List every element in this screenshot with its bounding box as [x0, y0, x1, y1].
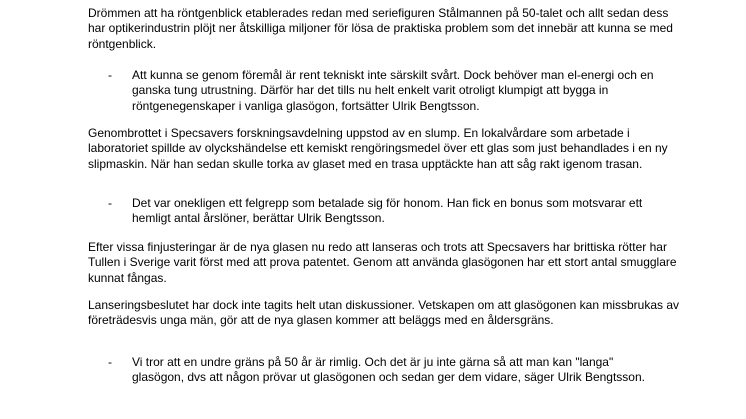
paragraph-breakthrough: Genombrottet i Specsavers forskningsavdelning uppstod av en slump. En lokalvårdare som arbetade i laboratoriet spillde av olyckshändelse ett kemiskt rengöringsmedel över ett glas som just behandlades i en ny slipmaskin. När han sedan skulle torka av glaset med en trasa upptäckte han att såg rakt igenom trasan.: [88, 126, 668, 171]
quote-bullet-3: [108, 355, 668, 386]
paragraph-intro: Drömmen att ha röntgenblick etablerades redan med seriefiguren Stålmannen på 50-talet och allt sedan dess har optikerindustrin plöjt ner åtskilliga miljoner för lösa de praktiska problem som det innebär att kunna se med röntgenblick.: [88, 6, 673, 51]
bullet-dash: -: [108, 68, 112, 82]
paragraph-decision: Lanseringsbeslutet har dock inte tagits helt utan diskussioner. Vetskapen om att glasögonen kan missbrukas av företrädesvis unga män, gör att de nya glasen kommer att beläggs med en åldersgräns.: [88, 298, 680, 328]
quote-text: Att kunna se genom föremål är rent tekniskt inte särskilt svårt. Dock behöver man el-energi och en ganska tung utrustning. Därför har det tills nu helt enkelt varit otroligt klumpigt att bygga in röntgenegenskaper i vanliga glasögon, fortsätter Ulrik Bengtsson.: [132, 68, 654, 113]
bullet-dash: -: [108, 196, 112, 210]
quote-bullet-1: [108, 68, 668, 114]
paragraph-launch: Efter vissa finjusteringar är de nya glasen nu redo att lanseras och trots att Specsavers har brittiska rötter har Tullen i Sverige varit först med att prova patentet. Genom att använda glasögonen har ett stort antal smugglare kunnat fångas.: [88, 240, 677, 285]
quote-text: Det var onekligen ett felgrepp som betalade sig för honom. Han fick en bonus som motsvarar ett hemligt antal årslöner, berättar Ulrik Bengtsson.: [132, 196, 643, 226]
quote-bullet-2: [108, 196, 668, 227]
bullet-dash: -: [108, 355, 112, 369]
quote-text: Vi tror att en undre gräns på 50 år är rimlig. Och det är ju inte gärna så att man kan "langa" glasögon, dvs att någon prövar ut glasögonen och sedan ger dem vidare, säger Ulrik Bengtsson.: [132, 355, 645, 385]
